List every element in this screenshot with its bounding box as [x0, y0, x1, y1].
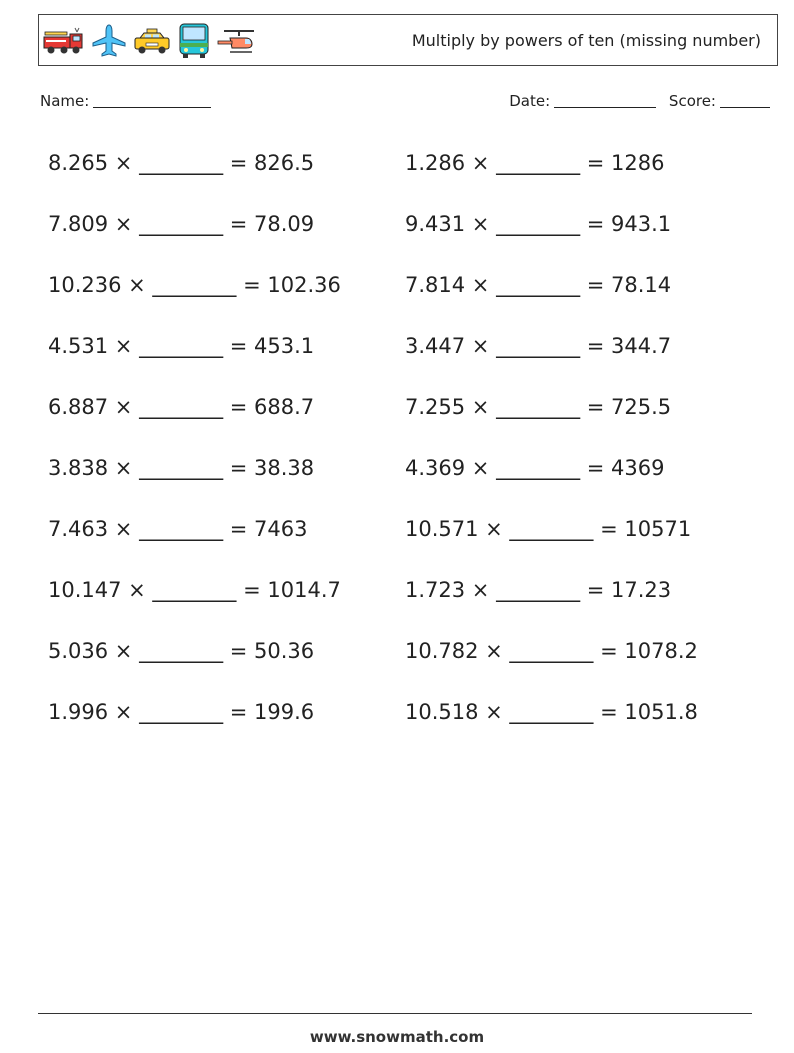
problem-left-2: 7.809 × ________ = 78.09 [48, 212, 315, 236]
problem-right-5: 7.255 × ________ = 725.5 [405, 395, 672, 419]
name-label: Name: [40, 92, 90, 110]
problem-right-9: 10.782 × ________ = 1078.2 [405, 639, 698, 663]
problem-left-4: 4.531 × ________ = 453.1 [48, 334, 315, 358]
date-score-fields [509, 92, 770, 110]
score-label: Score: [668, 92, 716, 110]
problem-right-6: 4.369 × ________ = 4369 [405, 456, 665, 480]
problem-left-1: 8.265 × ________ = 826.5 [48, 151, 315, 175]
name-blank[interactable] [93, 93, 211, 108]
footer-divider [38, 1013, 752, 1014]
problem-right-8: 1.723 × ________ = 17.23 [405, 578, 672, 602]
problem-left-5: 6.887 × ________ = 688.7 [48, 395, 315, 419]
problem-left-7: 7.463 × ________ = 7463 [48, 517, 308, 541]
date-blank[interactable] [554, 93, 656, 108]
score-blank[interactable] [720, 93, 770, 108]
problem-right-2: 9.431 × ________ = 943.1 [405, 212, 672, 236]
worksheet-header [38, 14, 778, 66]
footer-website: www.snowmath.com [309, 1028, 485, 1046]
bus-icon [177, 22, 211, 60]
helicopter-icon [216, 26, 258, 56]
fire-truck-icon [42, 26, 86, 56]
problem-right-4: 3.447 × ________ = 344.7 [405, 334, 672, 358]
problem-left-8: 10.147 × ________ = 1014.7 [48, 578, 341, 602]
problem-right-7: 10.571 × ________ = 10571 [405, 517, 692, 541]
header-icons [42, 22, 263, 60]
problem-left-6: 3.838 × ________ = 38.38 [48, 456, 315, 480]
taxi-icon [132, 26, 172, 56]
problem-left-3: 10.236 × ________ = 102.36 [48, 273, 341, 297]
problem-right-1: 1.286 × ________ = 1286 [405, 151, 665, 175]
name-field [40, 92, 211, 110]
worksheet-title: Multiply by powers of ten (missing number) [411, 31, 761, 50]
airplane-icon [91, 23, 127, 59]
problem-left-9: 5.036 × ________ = 50.36 [48, 639, 315, 663]
problem-right-10: 10.518 × ________ = 1051.8 [405, 700, 698, 724]
problem-right-3: 7.814 × ________ = 78.14 [405, 273, 672, 297]
problem-left-10: 1.996 × ________ = 199.6 [48, 700, 315, 724]
date-label: Date: [509, 92, 551, 110]
